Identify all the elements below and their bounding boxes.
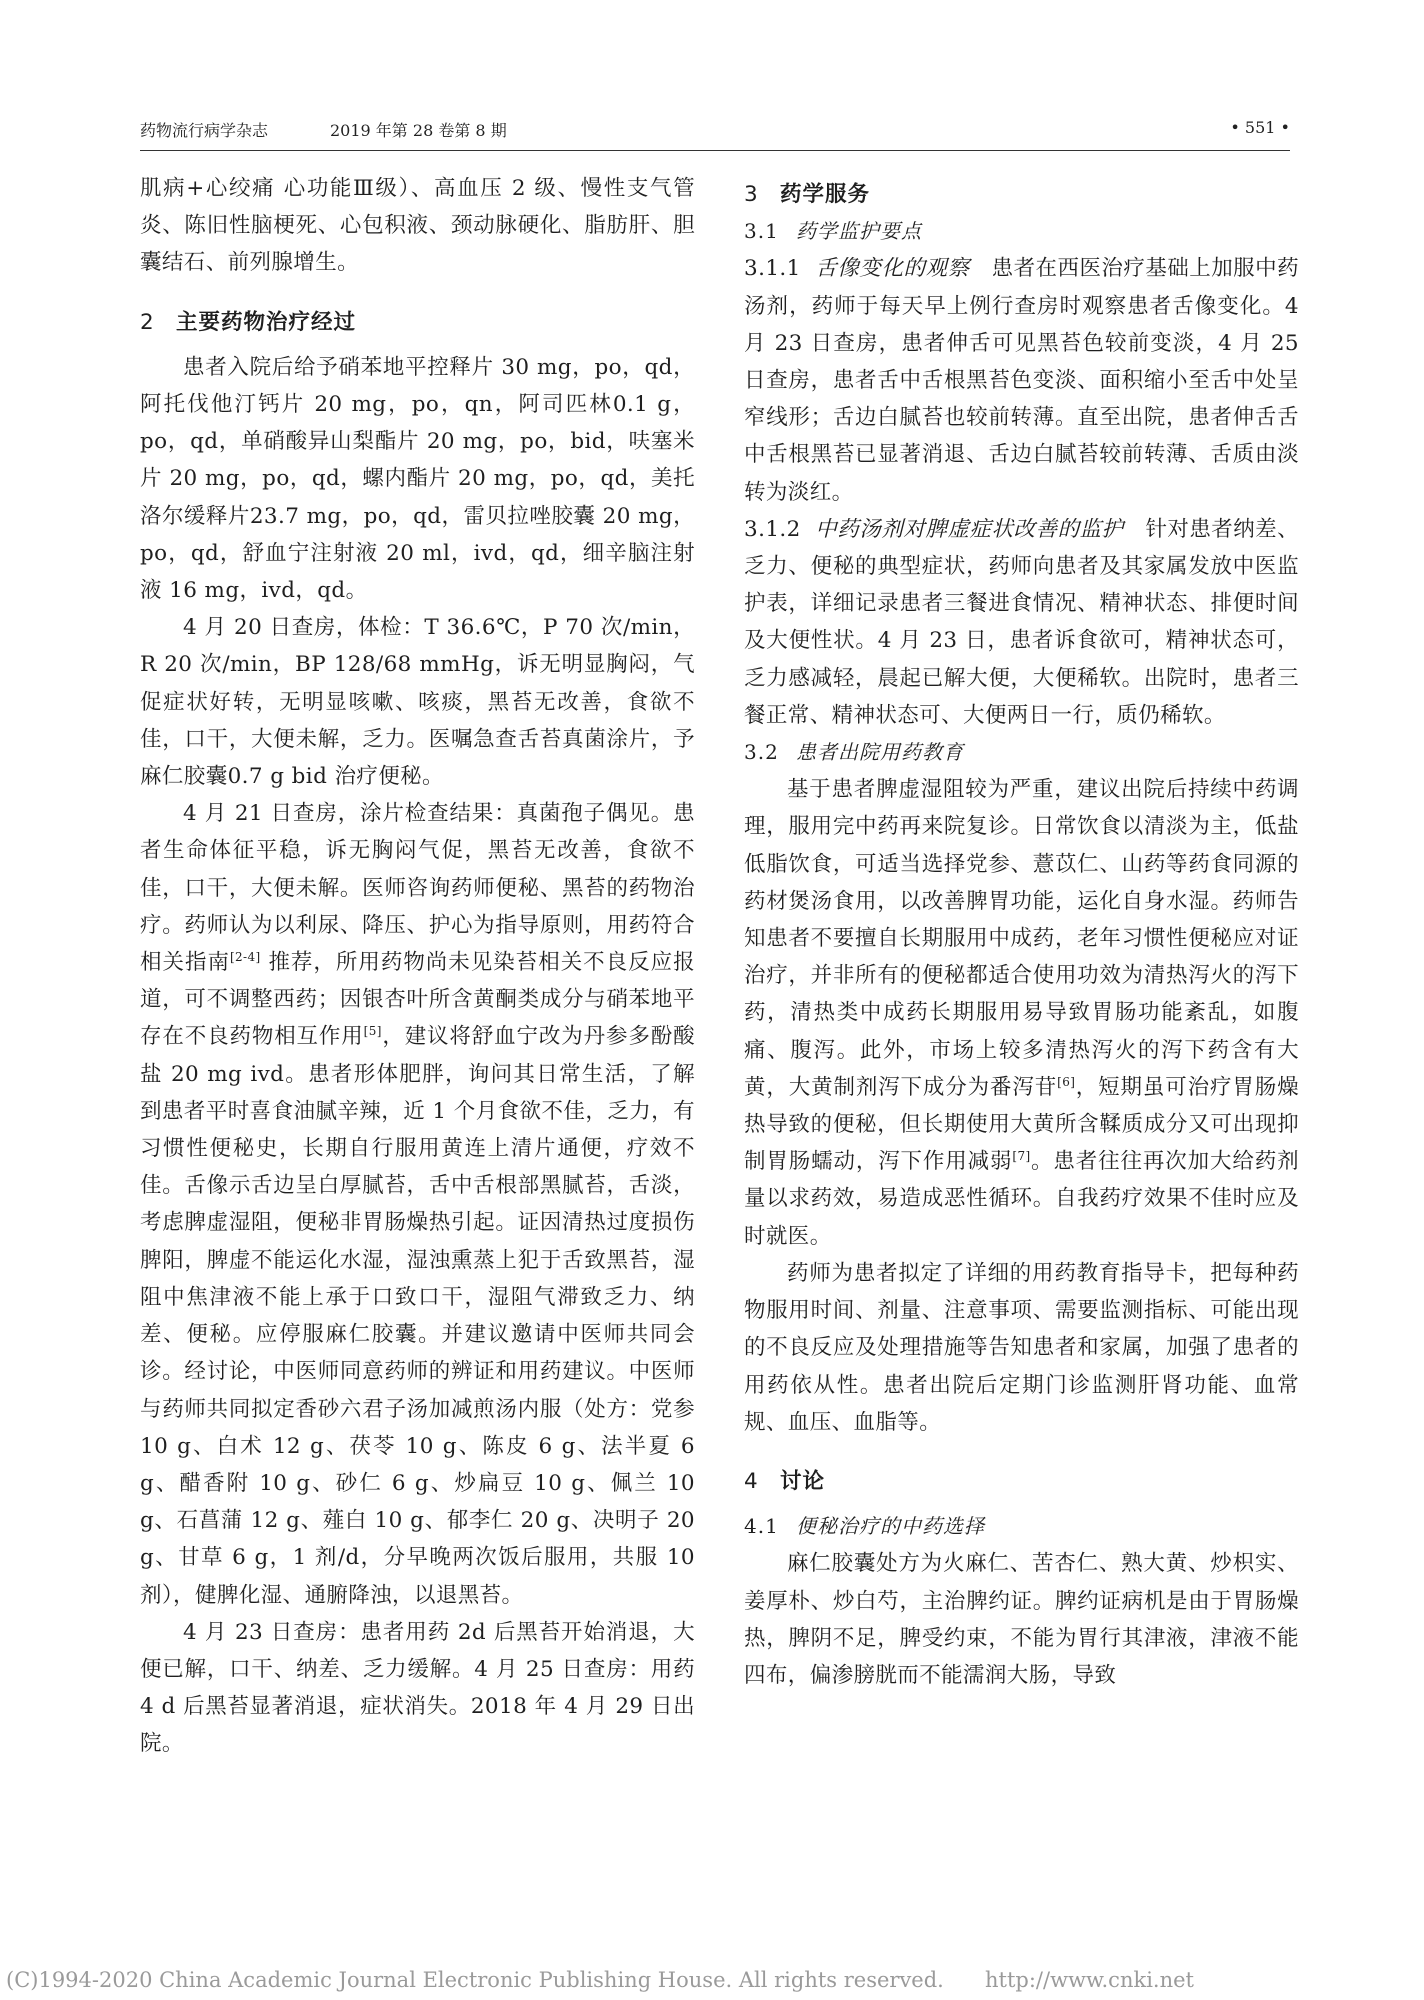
- section-title: 主要药物治疗经过: [176, 309, 357, 335]
- section-number: 3: [744, 182, 759, 207]
- subsection-title: 药学监护要点: [796, 219, 922, 244]
- citation: [6]: [1057, 1074, 1076, 1089]
- section-title: 讨论: [780, 1468, 826, 1494]
- continued-paragraph: 肌病+心绞痛 心功能Ⅲ级）、高血压 2 级、慢性支气管炎、陈旧性脑梗死、心包积液、颈动脉硬化、脂肪肝、胆囊结石、前列腺增生。: [140, 176, 695, 276]
- paragraph: 4 月 20 日查房，体检：T 36.6℃，P 70 次/min，R 20 次/min，BP 128/68 mmHg，诉无明显胸闷，气促症状好转，无明显咳嗽、咳痰，黑苔无改善，食欲不佳，口干，大便未解，乏力。医嘱急查舌苔真菌涂片，予麻仁胶囊0.7 g bid 治疗便秘。: [140, 615, 695, 790]
- section-heading-3: [744, 176, 1299, 213]
- paragraph-text: 患者在西医治疗基础上加服中药汤剂，药师于每天早上例行查房时观察患者舌像变化。4 月 23 日查房，患者伸舌可见黑苔色较前变淡，4 月 25 日查房，患者舌中舌根黑苔色变淡、面积缩小至舌中处呈窄线形；舌边白腻苔也较前转薄。直至出院，患者伸舌舌中舌根黑苔已显著消退、舌边白腻苔较前转薄、舌质由淡转为淡红。: [744, 256, 1299, 505]
- journal-name: 药物流行病学杂志: [140, 121, 269, 140]
- copyright-footer: [0, 1968, 1424, 1998]
- paragraph: 4 月 23 日查房：患者用药 2d 后黑苔开始消退，大便已解，口干、纳差、乏力缓解。4 月 25 日查房：用药 4 d 后黑苔显著消退，症状消失。2018 年 4 月 29 日出院。: [140, 1619, 695, 1757]
- subsection-number: 3.2: [744, 740, 779, 765]
- citation: [7]: [1012, 1149, 1031, 1164]
- paragraph: [744, 771, 1299, 1255]
- subsubsection-title: 舌像变化的观察: [815, 256, 970, 282]
- page-number: • 551 •: [1230, 118, 1290, 137]
- paragraph-text: 推荐，所用药物尚未见染苔相关不良反应报道，可不调整西药；因银杏叶所含黄酮类成分与硝苯地平存在不良药物相互作用: [140, 950, 695, 1050]
- running-header: [140, 118, 1290, 146]
- paragraph: 麻仁胶囊处方为火麻仁、苦杏仁、熟大黄、炒枳实、姜厚朴、炒白芍，主治脾约证。脾约证病机是由于胃肠燥热，脾阴不足，脾受约束，不能为胃行其津液，津液不能四布，偏渗膀胱而不能濡润大肠，导致: [744, 1551, 1299, 1688]
- paragraph: [744, 511, 1299, 734]
- paragraph-text: 基于患者脾虚湿阻较为严重，建议出院后持续中药调理，服用完中药再来院复诊。日常饮食以清淡为主，低盐低脂饮食，可适当选择党参、薏苡仁、山药等药食同源的药材煲汤食用，以改善脾胃功能，运化自身水湿。药师告知患者不要擅自长期服用中成药，老年习惯性便秘应对证治疗，并非所有的便秘都适合使用功效为清热泻火的泻下药，清热类中成药长期服用易导致胃肠功能紊乱，如腹痛、腹泻。此外，市场上较多清热泻火的泻下药含有大黄，大黄制剂泻下成分为番泻苷: [744, 777, 1299, 1100]
- paragraph-text: 4 月 21 日查房，涂片检查结果：真菌孢子偶见。患者生命体征平稳，诉无胸闷气促，黑苔无改善，食欲不佳，口干，大便未解。医师咨询药师便秘、黑苔的药物治疗。药师认为以利尿、降压、护心为指导原则，用药符合相关指南: [140, 801, 695, 976]
- section-heading-4: [744, 1463, 1299, 1500]
- header-rule: [140, 150, 1290, 151]
- paragraph: [140, 795, 695, 1613]
- paragraph-text: ，建议将舒血宁改为丹参多酚酸盐 20 mg ivd。患者形体肥胖，询问其日常生活，了解到患者平时喜食油腻辛辣，近 1 个月食欲不佳，乏力，有习惯性便秘史，长期自行服用黄连上清片通便，疗效不佳。舌像示舌边呈白厚腻苔，舌中舌根部黑腻苔，舌淡，考虑脾虚湿阻，便秘非胃肠燥热引起。证因清热过度损伤脾阳，脾虚不能运化水湿，湿浊熏蒸上犯于舌致黑苔，湿阻中焦津液不能上承于口致口干，湿阻气滞致乏力、纳差、便秘。应停服麻仁胶囊。并建议邀请中医师共同会诊。经讨论，中医师同意药师的辨证和用药建议。中医师与药师共同拟定香砂六君子汤加减煎汤内服（处方：党参 10 g、白术 12 g、茯苓 10 g、陈皮 6 g、法半夏 6 g、醋香附 10 g、砂仁 6 g、炒扁豆 10 g、佩兰 10 g、石菖蒲 12 g、薤白 10 g、郁李仁 20 g、决明子 20 g、甘草 6 g，1 剂/d，分早晚两次饭后服用，共服 10 剂），健脾化湿、通腑降浊，以退黑苔。: [140, 1024, 695, 1608]
- section-number: 4: [744, 1468, 759, 1494]
- subsection-title: 便秘治疗的中药选择: [796, 1514, 985, 1539]
- issue-info: 2019 年第 28 卷第 8 期: [330, 121, 507, 140]
- right-column: [744, 170, 1299, 1694]
- paragraph: 药师为患者拟定了详细的用药教育指导卡，把每种药物服用时间、剂量、注意事项、需要监测指标、可能出现的不良反应及处理措施等告知患者和家属，加强了患者的用药依从性。患者出院后定期门诊监测肝肾功能、血常规、血压、血脂等。: [744, 1260, 1299, 1435]
- subsection-heading-4-1: [744, 1508, 1299, 1545]
- section-number: 2: [140, 309, 155, 335]
- section-title: 药学服务: [780, 182, 871, 207]
- section-heading-2: [140, 304, 695, 341]
- subsection-number: 3.1: [744, 219, 779, 244]
- paragraph-text: 。患者往往再次加大给药剂量以求药效，易造成恶性循环。自我药疗效果不佳时应及时就医。: [744, 1149, 1299, 1249]
- paragraph-text: ，短期虽可治疗胃肠燥热导致的便秘，但长期使用大黄所含鞣质成分又可出现抑制胃肠蠕动，泻下作用减弱: [744, 1074, 1299, 1175]
- subsubsection-number: 3.1.1: [744, 256, 801, 282]
- subsubsection-number: 3.1.2: [744, 516, 801, 542]
- subsection-number: 4.1: [744, 1514, 779, 1539]
- subsection-heading-3-2: [744, 734, 1299, 771]
- paragraph: [744, 250, 1299, 510]
- copyright-text: (C)1994-2020 China Academic Journal Electronic Publishing House. All rights reserved.: [6, 1968, 944, 1992]
- paragraph-text: 针对患者纳差、乏力、便秘的典型症状，药师向患者及其家属发放中医监护表，详细记录患者三餐进食情况、精神状态、排便时间及大便性状。4 月 23 日，患者诉食欲可，精神状态可，乏力感减轻，晨起已解大便，大便稀软。出院时，患者三餐正常、精神状态可、大便两日一行，质仍稀软。: [744, 516, 1299, 728]
- citation: [5]: [363, 1024, 382, 1039]
- paragraph: 患者入院后给予硝苯地平控释片 30 mg，po，qd，阿托伐他汀钙片 20 mg，po，qn，阿司匹林0.1 g，po，qd，单硝酸异山梨酯片 20 mg，po，bid，呋塞米片 20 mg，po，qd，螺内酯片 20 mg，po，qd，美托洛尔缓释片23.7 mg，po，qd，雷贝拉唑胶囊 20 mg，po，qd，舒血宁注射液 20 ml，ivd，qd，细辛脑注射液 16 mg，ivd，qd。: [140, 354, 695, 604]
- citation: [2-4]: [229, 949, 261, 964]
- footer-url: http://www.cnki.net: [985, 1968, 1194, 1992]
- subsubsection-title: 中药汤剂对脾虚症状改善的监护: [815, 516, 1124, 542]
- left-column: [140, 170, 695, 1763]
- subsection-heading-3-1: [744, 213, 1299, 250]
- subsection-title: 患者出院用药教育: [796, 740, 964, 765]
